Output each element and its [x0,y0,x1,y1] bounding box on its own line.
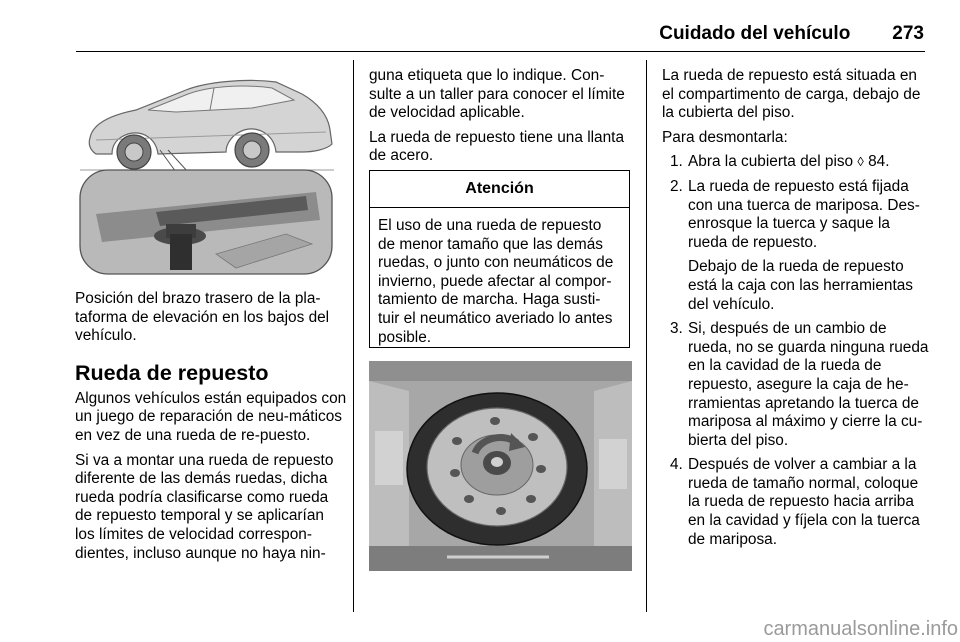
car-lifting-point-illustration [76,64,338,282]
attention-box [369,170,630,348]
removal-steps [662,153,929,549]
list-item [662,320,929,450]
step-text: Si, después de un cambio de rueda, no se guarda ninguna rueda en la cavidad de la rueda de repuesto, asegure la caja de he-rramientas apretando la tuerca de mariposa al máximo y cierre la cu-bierta del piso. [688,320,929,449]
figure-caption: Posición del brazo trasero de la pla-taforma de elevación en los bajos del vehículo. [75,290,330,345]
paragraph: Si va a montar una rueda de repuesto diferente de las demás ruedas, dicha rueda podría clasificarse como rueda de repuesto temporal y se aplicarían los límites de velocidad correspon-dientes, incluso aunque no haya nin- [75,451,334,562]
page-reference-icon[interactable]: ◊ [857,154,864,170]
step-text: La rueda de repuesto está fijada con una tuerca de mariposa. Des-enrosque la tuerca y saque la rueda de repuesto. [688,177,920,251]
step-number: 2. [670,177,683,195]
list-item [662,153,929,172]
header-rule [76,51,925,52]
column-divider-left [353,60,354,612]
page-reference-link[interactable]: 84. [863,153,890,171]
watermark: carmanualsonline.info [763,618,958,641]
paragraph: guna etiqueta que lo indique. Con-sulte a un taller para conocer el límite de velocidad aplicable. [369,67,625,122]
column-middle [369,67,634,166]
step-subtext: Debajo de la rueda de repuesto está la caja con las herramientas del vehículo. [688,258,913,313]
step-number: 1. [670,153,683,171]
section-heading: Rueda de repuesto [75,360,269,385]
step-number: 4. [670,456,683,474]
attention-title: Atención [370,171,629,208]
paragraph: Para desmontarla: [662,128,788,146]
step-text: Después de volver a cambiar a la rueda de tamaño normal, coloque la rueda de repuesto hacia arriba en la cavidad y fíjela con la tuerca de mariposa. [688,456,920,548]
paragraph: Algunos vehículos están equipados con un juego de reparación de neu-máticos en vez de una rueda de re-puesto. [75,389,347,444]
column-right [662,67,929,549]
list-item [662,178,929,314]
column-divider-right [646,60,647,612]
column-left [75,290,347,563]
page-header [0,22,924,46]
step-number: 3. [670,320,683,338]
attention-body: El uso de una rueda de repuesto de menor tamaño que las demás ruedas, o junto con neumáticos de invierno, puede afectar al compor-tamiento de marcha. Haga susti-tuir el neumático averiado lo antes posible. [378,217,614,346]
step-text: Abra la cubierta del piso [688,153,858,171]
paragraph: La rueda de repuesto está situada en el compartimento de carga, debajo de la cubierta del piso. [662,67,921,122]
list-item [662,456,929,549]
spare-wheel-illustration [369,361,632,571]
section-title: Cuidado del vehículo [659,23,851,44]
page-number: 273 [892,23,924,44]
paragraph: La rueda de repuesto tiene una llanta de acero. [369,128,624,165]
